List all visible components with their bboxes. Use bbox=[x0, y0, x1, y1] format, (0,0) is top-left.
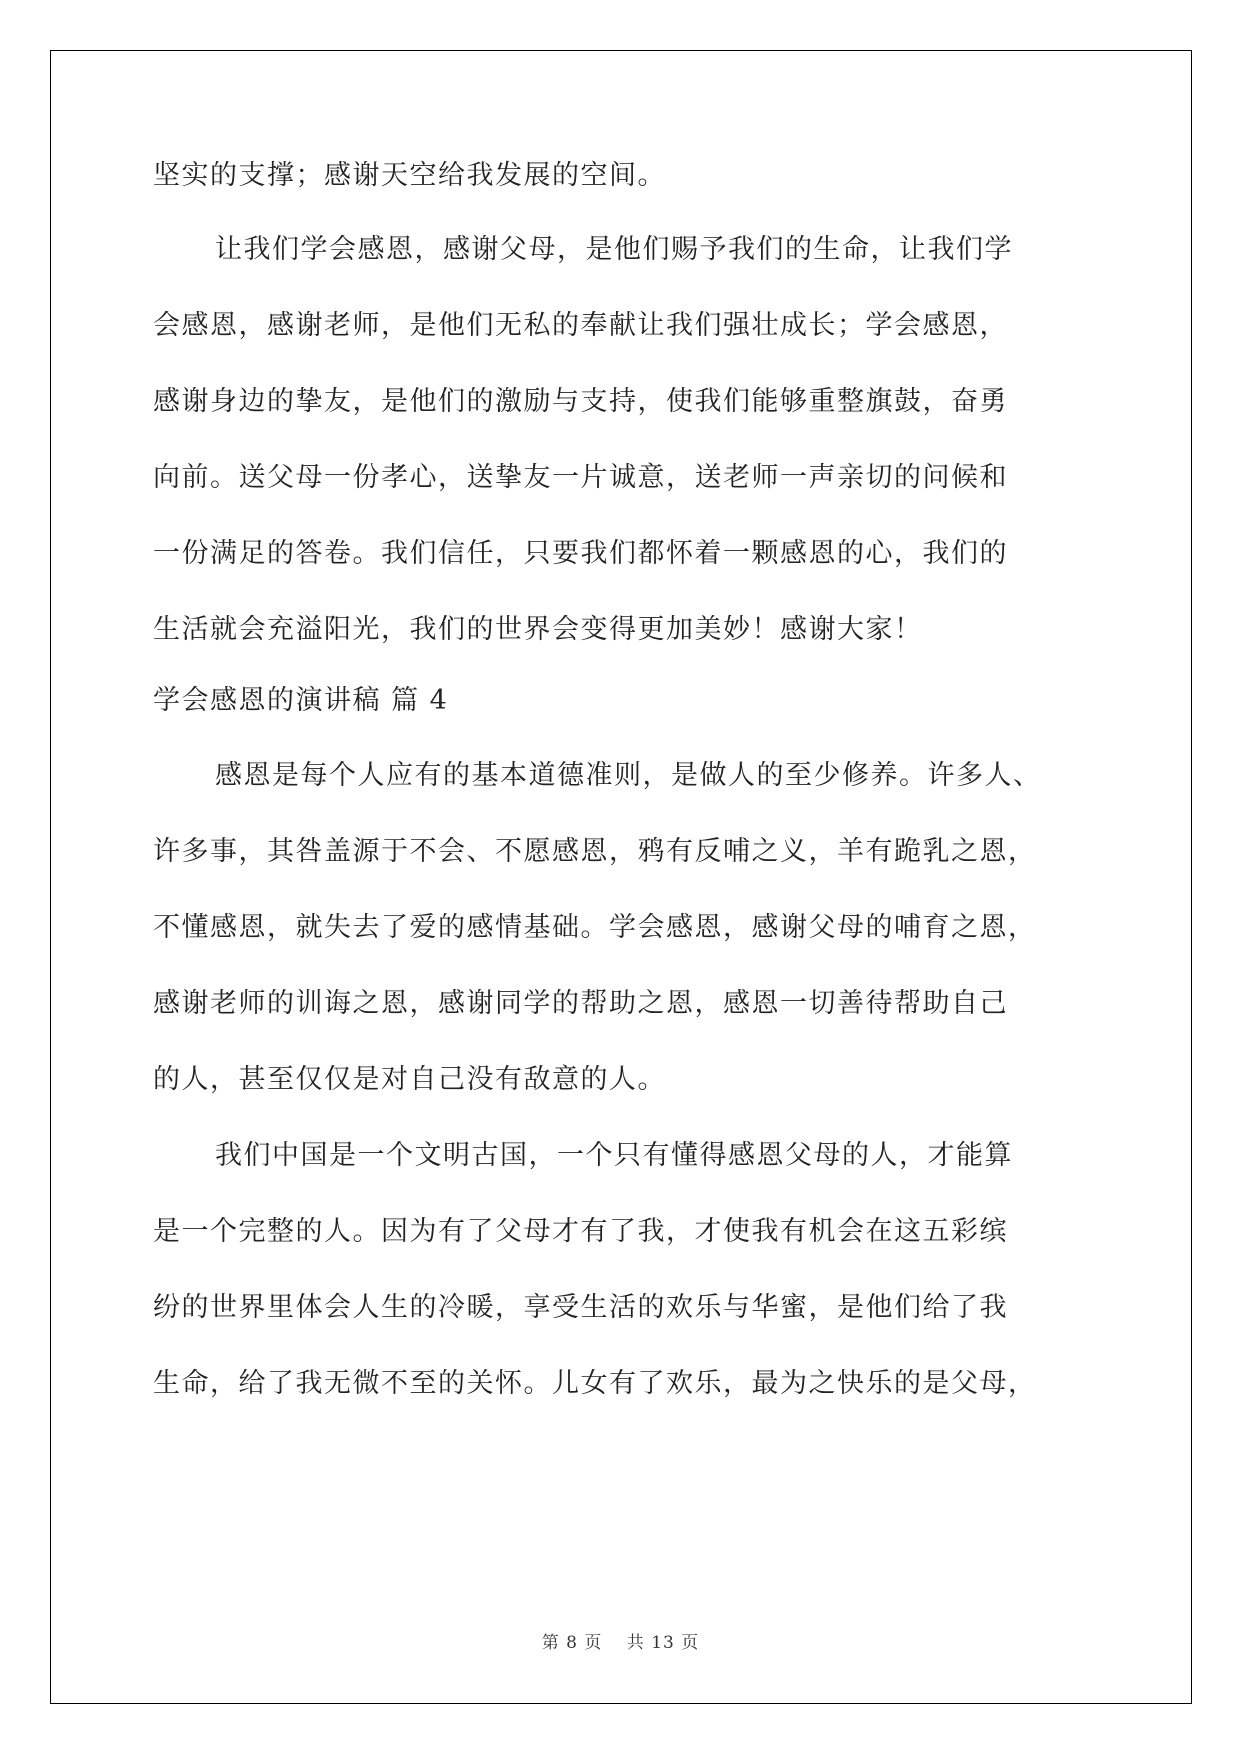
paragraph-first-line: 感恩是每个人应有的基本道德准则，是做人的至少修养。许多人、 bbox=[215, 760, 1042, 791]
text-line: 一份满足的答卷。我们信任，只要我们都怀着一颗感恩的心，我们的 bbox=[153, 538, 1008, 569]
text-line: 感谢老师的训诲之恩，感谢同学的帮助之恩，感恩一切善待帮助自己 bbox=[153, 988, 1008, 1019]
text-line: 许多事，其咎盖源于不会、不愿感恩，鸦有反哺之义，羊有跪乳之恩， bbox=[153, 836, 1037, 867]
page-frame bbox=[50, 50, 1192, 1704]
text-line: 感谢身边的挚友，是他们的激励与支持，使我们能够重整旗鼓，奋勇 bbox=[153, 386, 1008, 417]
text-line: 纷的世界里体会人生的冷暖，享受生活的欢乐与华蜜，是他们给了我 bbox=[153, 1292, 1008, 1323]
section-heading: 学会感恩的演讲稿 篇 4 bbox=[153, 685, 449, 716]
paragraph-first-line: 让我们学会感恩，感谢父母，是他们赐予我们的生命，让我们学 bbox=[215, 234, 1013, 265]
text-line: 的人，甚至仅仅是对自己没有敌意的人。 bbox=[153, 1064, 666, 1095]
text-line: 生命，给了我无微不至的关怀。儿女有了欢乐，最为之快乐的是父母， bbox=[153, 1368, 1037, 1399]
text-line: 生活就会充溢阳光，我们的世界会变得更加美妙！感谢大家！ bbox=[153, 614, 923, 645]
text-line: 是一个完整的人。因为有了父母才有了我，才使我有机会在这五彩缤 bbox=[153, 1216, 1008, 1247]
paragraph-first-line: 我们中国是一个文明古国，一个只有懂得感恩父母的人，才能算 bbox=[215, 1140, 1013, 1171]
text-line: 坚实的支撑；感谢天空给我发展的空间。 bbox=[153, 160, 666, 191]
text-line: 会感恩，感谢老师，是他们无私的奉献让我们强壮成长；学会感恩， bbox=[153, 310, 1008, 341]
page-number-footer: 第 8 页 共 13 页 bbox=[541, 1633, 700, 1653]
text-line: 不懂感恩，就失去了爱的感情基础。学会感恩，感谢父母的哺育之恩， bbox=[153, 912, 1037, 943]
text-line: 向前。送父母一份孝心，送挚友一片诚意，送老师一声亲切的问候和 bbox=[153, 462, 1008, 493]
